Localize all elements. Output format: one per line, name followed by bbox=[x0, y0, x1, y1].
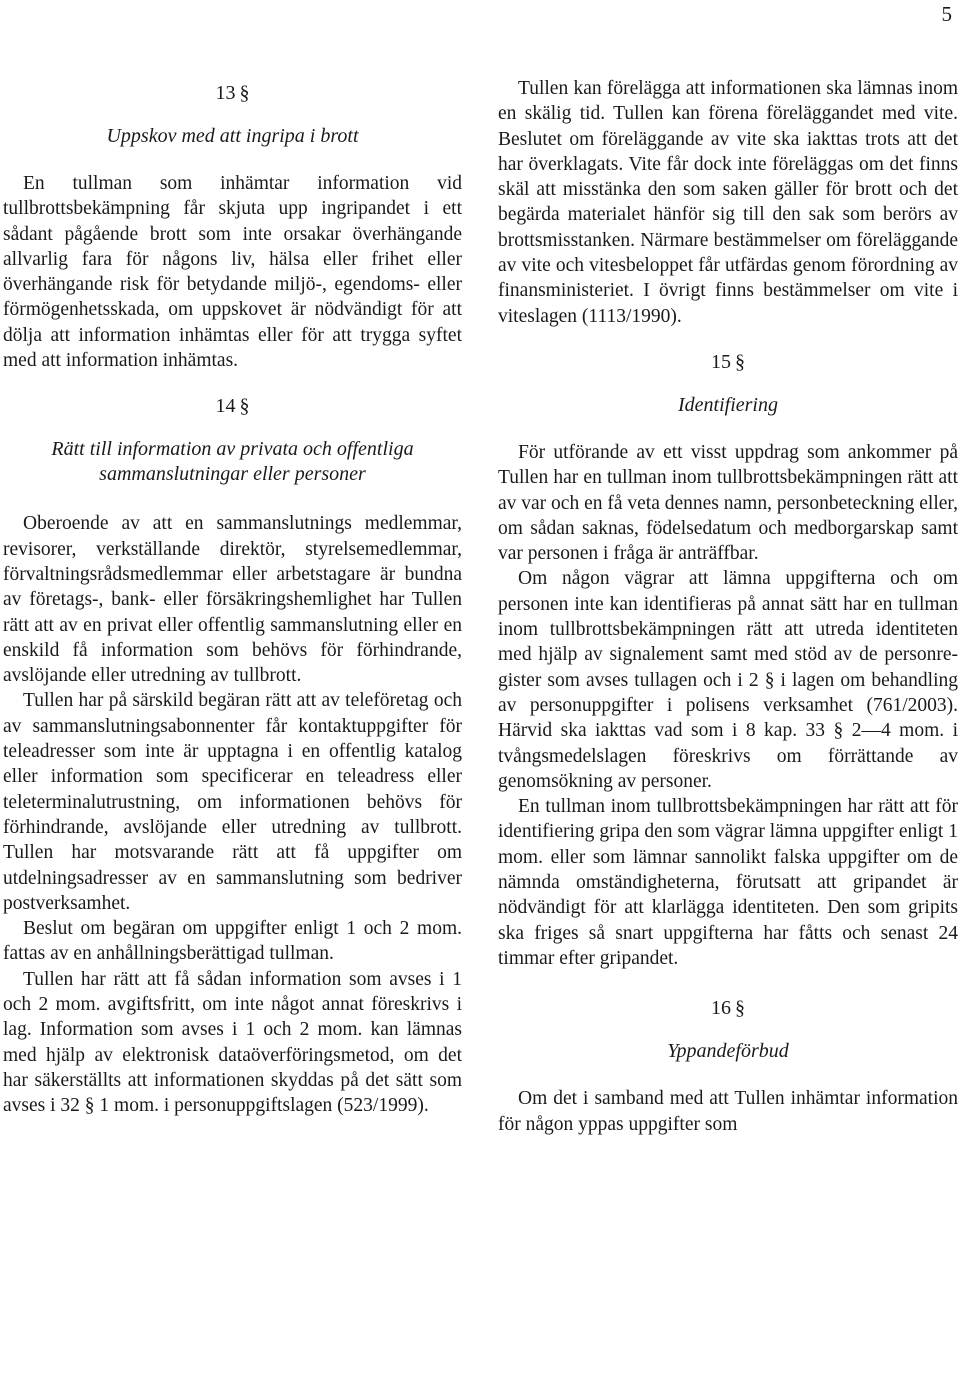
section-16-paragraph-1: Om det i samband med att Tullen inhämtar information för någon yppas uppgifter som bbox=[498, 1088, 958, 1135]
section-14-number: 14 bbox=[215, 395, 236, 418]
section-14-paragraph-4: Tullen har rätt att få sådan information som avses i 1 och 2 mom. avgiftsfritt, om inte något annat föreskrivs i lag. Information som avses i 1 och 2 mom. kan lämnas med hjälp av elektronisk dataöverföringsmetod, om det har säkerställts att informationen skyddas på det sätt som avses i 32 § 1 mom. i personuppgiftslagen (523/1999). bbox=[3, 968, 462, 1117]
section-15-paragraph-3: En tullman inom tullbrottsbekämpningen har rätt att för identifiering gripa den som vägrar lämna uppgifter enligt 1 mom. eller som lämnar sannolikt falska uppgifter om de nämnda omständigheterna, förutsatt att gripandet är nödvändigt för att klarlägga identiteten. Den som gripits ska friges så snart uppgifterna har fåtts och senast 24 timmar efter gripandet. bbox=[498, 796, 958, 969]
section-16-number: 16 bbox=[711, 997, 731, 1020]
section-sign: § bbox=[239, 82, 250, 104]
section-14-continuation-paragraph: Tullen kan förelägga att informationen ska lämnas inom en skälig tid. Tullen kan förena föreläggandet med vite. Beslutet om föreläggande av vite ska iakttas trots att det har överklagats. Vite får dock inte föreläggas om det finns skäl att misstänka den som saken gäller för brott och det begärda materialet hänför sig till den sak som berörs av brottsmisstanken. Närmare bestämmelser om föreläggande av vite och vitesbeloppet får utfärdas genom förordning av finansministeriet. I övrigt finns bestämmelser om vite i viteslagen (1113/1990). bbox=[498, 78, 958, 327]
section-15-paragraph-2: Om någon vägrar att lämna uppgifterna och om personen inte kan identifieras på annat sätt har en tullman inom tullbrottsbekämpningen rätt att utreda identiteten med hjälp av signalement samt med stöd av de personregister som avses tullagen och i 2 § i lagen om behandling av personuppgifter i polisens verksamhet (761/2003). Härvid ska iakttas vad som i 8 kap. 33 § 2—4 mom. i tvångsmedelslagen föreskrivs om förrättande av genomsökning av personer. bbox=[498, 568, 958, 792]
section-15-number: 15 bbox=[711, 350, 731, 373]
section-15-paragraph-1: För utförande av ett visst uppdrag som ankommer på Tullen har en tullman inom tullbrottsbekämpningen rätt att av var och en få veta dennes namn, personbeteckning eller, om sådan saknas, födelsedatum och medborgarskap samt var personen i fråga är anträffbar. bbox=[498, 441, 958, 565]
section-14-paragraph-1: Oberoende av att en sammanslutnings medlemmar, revisorer, verkställande direktör, styrelsemedlemmar, förvaltningsrådsmedlemmar eller arbetstagare är bundna av företags-, bank- eller försäkringshemlighet har Tullen rätt att av en privat eller offentlig sammanslutning eller en enskild få information som behövs för förhindrande, avslöjande eller utredning av tullbrott. bbox=[3, 513, 462, 687]
section-13-paragraph-1: En tullman som inhämtar information vid tullbrottsbekämpning får skjuta upp ingripandet i ett sådant pågående brott som inte orsakar överhängande allvarlig fara för någons liv, hälsa eller frihet eller överhängande risk för betydande miljö-, egendoms- eller förmögenhetsskada, om uppskovet är nödvändigt för att dölja att information inhämtas eller för att trygga syftet med att information inhämtas. bbox=[3, 173, 462, 372]
section-13-number: 13 bbox=[215, 82, 236, 104]
section-14-heading bbox=[3, 389, 462, 423]
section-16-title: Yppandeförbud bbox=[667, 1040, 789, 1063]
section-15-heading bbox=[498, 345, 958, 379]
section-14-paragraph-3: Beslut om begäran om uppgifter enligt 1 och 2 mom. fattas av en anhållningsberättigad tullman. bbox=[3, 918, 462, 965]
section-sign: § bbox=[735, 350, 745, 373]
section-14-title-line-1: Rätt till information av privata och offentliga bbox=[51, 438, 414, 461]
section-14-paragraph-2: Tullen har på särskild begäran rätt att av teleföretag och av sammanslutningsabonnenter får kontaktuppgifter för teleadresser som inte är upptagna i en offentlig katalog eller information som specificerar en teleadress eller teleterminalutrustning, om informationen behövs för förhindrande, avslöjande eller utredning av tullbrott. Tullen har motsvarande rätt att få uppgifter om utdelningsadresser av en sammanslutning som bedriver postverksamhet. bbox=[3, 690, 462, 914]
section-sign: § bbox=[239, 395, 250, 418]
right-column bbox=[498, 76, 958, 1137]
section-13-heading bbox=[3, 76, 462, 110]
section-15-title: Identifiering bbox=[678, 393, 778, 416]
section-sign: § bbox=[735, 997, 745, 1020]
section-14-title bbox=[3, 437, 462, 487]
section-14-title-line-2: sammanslutningar eller personer bbox=[99, 463, 366, 486]
section-13-title: Uppskov med att ingripa i brott bbox=[106, 125, 359, 147]
page-number: 5 bbox=[941, 2, 952, 26]
section-16-heading bbox=[498, 991, 958, 1025]
left-column bbox=[3, 76, 462, 1119]
